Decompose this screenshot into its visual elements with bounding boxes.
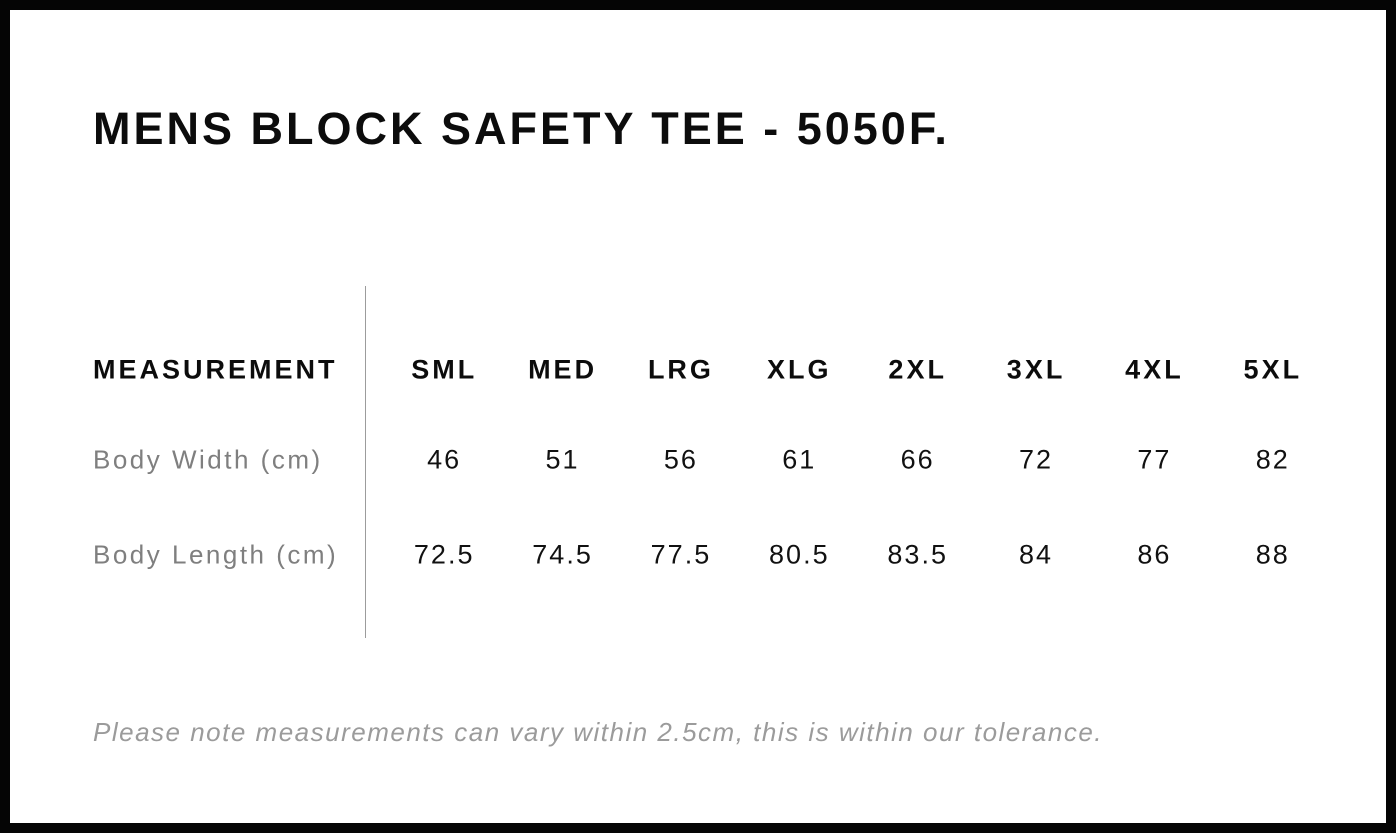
table-row-body-width [93, 445, 1332, 476]
measurement-column-header: MEASUREMENT [93, 354, 338, 385]
size-guide-sheet [10, 10, 1386, 823]
size-column-header-4xl: 4XL [1125, 354, 1184, 385]
size-header-cells [365, 355, 1332, 386]
table-row-body-length [93, 540, 1332, 571]
body-length-med: 74.5 [532, 539, 593, 570]
body-width-med: 51 [545, 444, 580, 475]
body-length-5xl: 88 [1255, 539, 1290, 570]
size-chart-table [93, 286, 1332, 638]
row-label-body-width: Body Width (cm) [93, 444, 323, 475]
body-length-lrg: 77.5 [650, 539, 712, 570]
body-width-2xl: 66 [900, 444, 935, 475]
page-title: MENS BLOCK SAFETY TEE - 5050F. [93, 103, 950, 154]
body-width-values [365, 445, 1332, 476]
body-length-2xl: 83.5 [887, 539, 948, 570]
body-length-values [365, 540, 1332, 571]
size-column-header-xlg: XLG [767, 354, 832, 385]
size-chart-header-row [93, 355, 1332, 386]
body-width-lrg: 56 [663, 444, 698, 475]
size-column-header-3xl: 3XL [1006, 354, 1066, 385]
size-column-header-2xl: 2XL [888, 354, 947, 385]
body-width-sml: 46 [427, 444, 462, 475]
body-length-sml: 72.5 [413, 539, 475, 570]
size-column-header-5xl: 5XL [1243, 354, 1303, 385]
body-width-4xl: 77 [1137, 444, 1172, 475]
body-length-4xl: 86 [1137, 539, 1172, 570]
body-width-5xl: 82 [1255, 444, 1290, 475]
tolerance-note: Please note measurements can vary within 2.5cm, this is within our tolerance. [93, 717, 1104, 747]
body-length-3xl: 84 [1019, 539, 1054, 570]
body-width-xlg: 61 [782, 444, 817, 475]
row-label-body-length: Body Length (cm) [93, 539, 339, 570]
size-column-header-lrg: LRG [647, 354, 714, 385]
size-column-header-med: MED [528, 354, 598, 385]
body-length-xlg: 80.5 [769, 539, 830, 570]
body-width-3xl: 72 [1019, 444, 1054, 475]
size-column-header-sml: SML [411, 354, 478, 385]
